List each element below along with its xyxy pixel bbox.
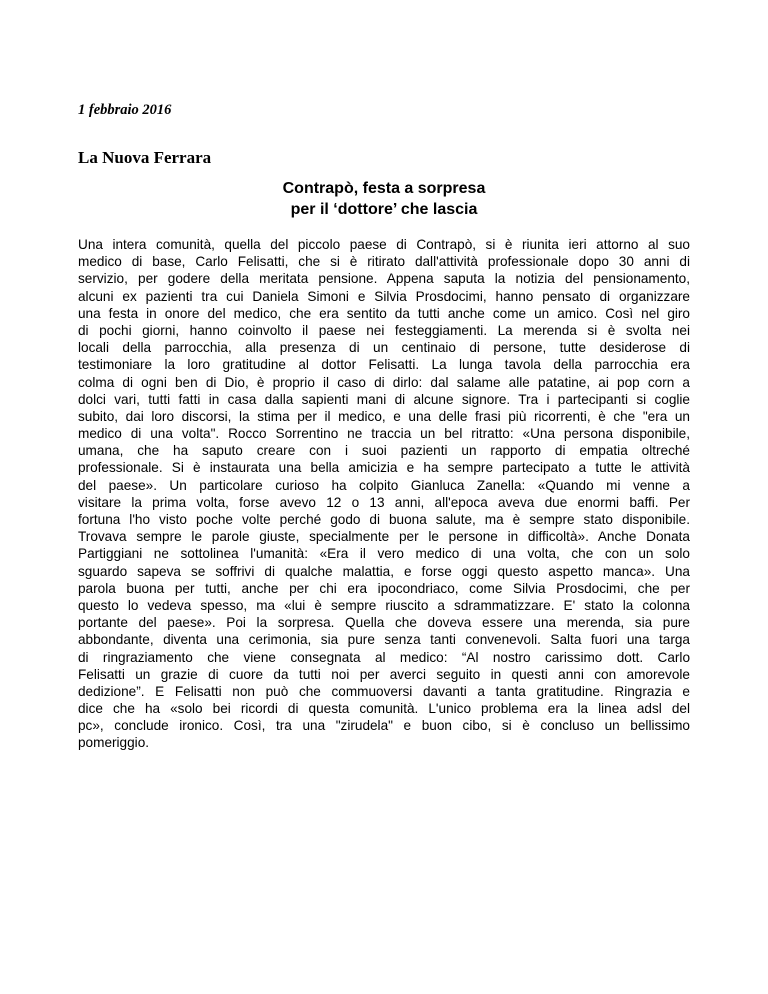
body-line: servizio, per godere della meritata pensione. Appena saputa la notizia del pensionamento, bbox=[78, 271, 690, 287]
body-line: di pochi giorni, hanno coinvolto il paese nei festeggiamenti. La merenda si è svolta nei bbox=[78, 322, 690, 338]
body-line: dice che ha «solo bei ricordi di questa comunità. L'unico problema era la linea adsl del bbox=[78, 701, 690, 717]
body-line: visitare la prima volta, forse avevo 12 o 13 anni, all'epoca aveva due enormi baffi. Per bbox=[78, 494, 690, 510]
article-body bbox=[78, 236, 690, 752]
body-line: professionale. Si è instaurata una bella amicizia e ha sempre partecipato a tutte le attività bbox=[78, 460, 690, 476]
newspaper-name: La Nuova Ferrara bbox=[78, 148, 212, 167]
body-line: del paese». Un particolare curioso ha colpito Gianluca Zanella: «Quando mi venne a bbox=[78, 477, 690, 493]
body-line: colma di ogni ben di Dio, è proprio il caso di dirlo: dal salame alle patatine, ai pop corn a bbox=[78, 374, 690, 390]
headline-line: Contrapò, festa a sorpresa bbox=[282, 180, 486, 197]
body-line: sguardo sapeva se soffrivi di qualche malattia, e forse oggi questo aspetto manca». Una bbox=[78, 563, 690, 579]
body-line: dedizione”. E Felisatti non può che commuoversi davanti a tanta gratitudine. Ringrazia e bbox=[78, 683, 690, 699]
article-date: 1 febbraio 2016 bbox=[78, 102, 172, 118]
body-line: Felisatti un grazie di cuore da tutti noi per averci seguito in questi anni con amorevole bbox=[78, 666, 690, 682]
headline-line: per il ‘dottore’ che lascia bbox=[290, 201, 478, 218]
body-line: Una intera comunità, quella del piccolo paese di Contrapò, si è riunita ieri attorno al suo bbox=[78, 237, 690, 252]
body-line: questo lo vedeva spesso, ma «lui è sempre riuscito a sdrammatizzare. E' stato la colonna bbox=[78, 597, 690, 613]
body-line: locali della parrocchia, alla presenza di un centinaio di persone, tutte desiderose di bbox=[78, 340, 690, 356]
body-line: una festa in onore del medico, che era sentito da tutti anche come un amico. Così nel giro bbox=[78, 305, 690, 321]
body-line: fortuna l'ho visto poche volte perché godo di buona salute, ma è sempre stato disponibile. bbox=[78, 512, 690, 527]
article-headline bbox=[78, 178, 690, 220]
body-line: abbondante, diventa una cerimonia, sia pure senza tanti convenevoli. Salta fuori una targa bbox=[78, 632, 690, 648]
body-line: pc», conclude ironico. Così, tra una "zirudela" e buon cibo, si è concluso un bellissimo bbox=[78, 718, 690, 734]
body-line: dolci vari, tutti fatti in casa dalla sapienti mani di alcune signore. Tra i partecipanti si coglie bbox=[78, 391, 690, 407]
body-line: Partiggiani ne sottolinea l'umanità: «Era il vero medico di una volta, che con un solo bbox=[78, 546, 690, 562]
body-line: parola buona per tutti, anche per chi era ipocondriaco, come Silvia Prosdocimi, che per bbox=[78, 580, 690, 596]
body-line: testimoniare la loro gratitudine al dottor Felisatti. La lunga tavola della parrocchia era bbox=[78, 357, 690, 373]
body-line: alcuni ex pazienti tra cui Daniela Simoni e Silvia Prosdocimi, hanno pensato di organizzare bbox=[78, 288, 690, 304]
body-line: Trovava sempre le parole giuste, specialmente per le persone in difficoltà». Anche Donata bbox=[78, 529, 690, 545]
body-line: di ringraziamento che viene consegnata al medico: “Al nostro carissimo dott. Carlo bbox=[78, 649, 690, 665]
body-line: subito, dai loro discorsi, la stima per il medico, e una delle frasi più ricorrenti, è che "era un bbox=[78, 408, 690, 424]
body-line: portante del paese». Poi la sorpresa. Quella che doveva essere una merenda, sia pure bbox=[78, 615, 690, 631]
body-line: umana, che ha saputo creare con i suoi pazienti un rapporto di empatia oltreché bbox=[78, 443, 690, 459]
body-line: pomeriggio. bbox=[78, 735, 150, 751]
body-line: medico di base, Carlo Felisatti, che si è ritirato dall'attività professionale dopo 30 anni di bbox=[78, 254, 690, 270]
body-line: medico di una volta". Rocco Sorrentino ne traccia un bel ritratto: «Una persona disponibile, bbox=[78, 426, 690, 442]
